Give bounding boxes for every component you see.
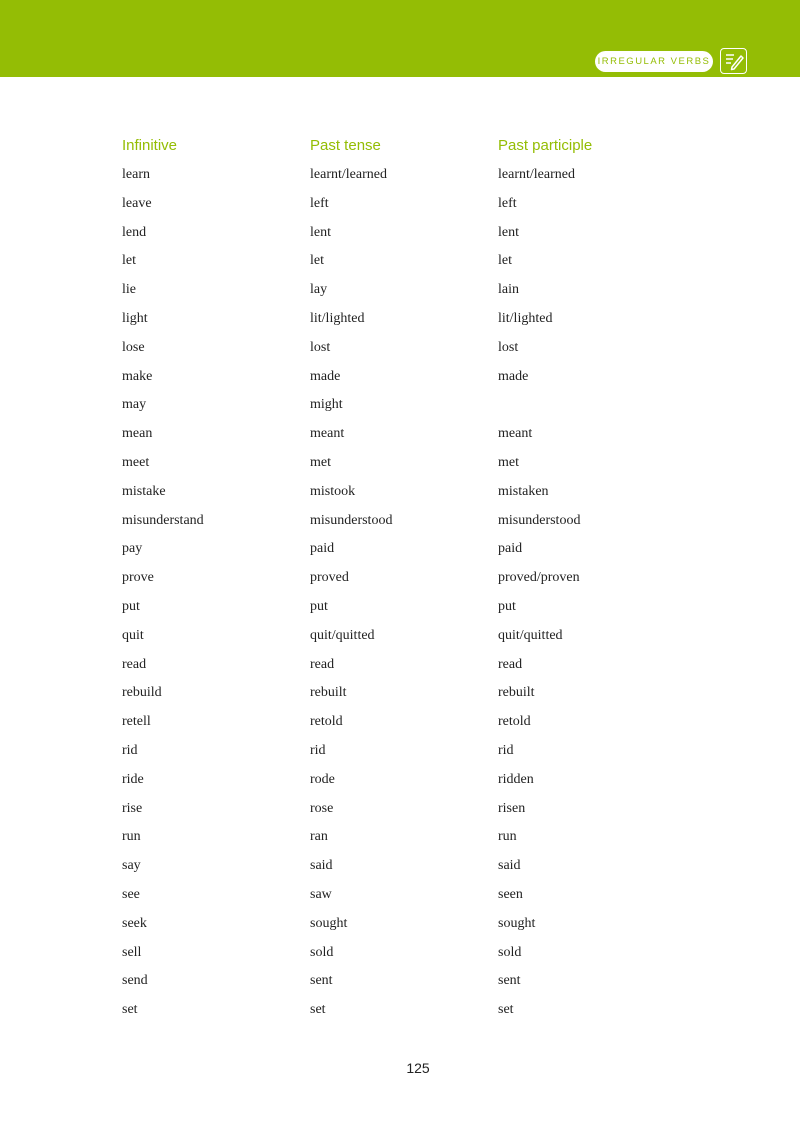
past-tense-cell: paid [310,541,335,557]
past-tense-cell: put [310,598,328,614]
past-participle-cell: ridden [498,771,534,787]
table-row [122,939,682,968]
past-tense-cell: lay [310,282,328,298]
infinitive-cell: make [122,368,153,384]
past-tense-cell: said [310,858,333,874]
table-row [122,449,682,478]
table-row [122,507,682,536]
table-row [122,564,682,593]
past-tense-cell: sold [310,944,334,960]
edit-note-icon [720,48,747,74]
infinitive-cell: lend [122,224,147,240]
past-tense-cell: rose [310,800,334,816]
past-participle-cell: proved/proven [498,570,580,586]
past-tense-cell: mistook [310,483,356,499]
infinitive-cell: rid [122,742,138,758]
past-participle-cell: lit/lighted [498,310,553,326]
table-row [122,363,682,392]
past-participle-cell: sought [498,915,536,931]
table-row [122,420,682,449]
table-header [122,137,682,161]
past-tense-cell: lent [310,224,331,240]
past-tense-cell: left [310,195,329,211]
infinitive-cell: sell [122,944,142,960]
past-tense-cell: let [310,253,324,269]
infinitive-cell: set [122,1002,138,1018]
past-participle-cell: let [498,253,512,269]
irregular-verbs-table [122,137,682,1025]
infinitive-cell: say [122,858,141,874]
table-row [122,967,682,996]
past-participle-cell: learnt/learned [498,167,575,182]
past-tense-cell: proved [310,570,349,586]
table-row [122,535,682,564]
past-tense-cell: rid [310,742,326,758]
table-row [122,996,682,1025]
past-participle-cell: left [498,195,517,211]
infinitive-cell: prove [122,570,154,586]
infinitive-cell: read [122,656,147,672]
past-participle-cell: risen [498,800,526,816]
table-row [122,478,682,507]
table-row [122,852,682,881]
past-tense-cell: lit/lighted [310,310,365,326]
infinitive-cell: run [122,829,141,845]
infinitive-cell: mean [122,426,153,442]
section-label: IRREGULAR VERBS [595,51,713,72]
infinitive-cell: quit [122,627,144,643]
past-tense-cell: might [310,397,343,413]
past-tense-cell: ran [310,829,328,845]
past-tense-cell: sought [310,915,348,931]
column-header-past-participle: Past participle [498,137,593,154]
past-tense-cell: learnt/learned [310,167,387,182]
table-row [122,622,682,651]
past-tense-cell: sent [310,973,333,989]
infinitive-cell: send [122,973,148,989]
past-tense-cell: meant [310,426,345,442]
past-participle-cell: meant [498,426,533,442]
infinitive-cell: see [122,886,140,902]
table-row [122,737,682,766]
page-number: 125 [406,1060,430,1076]
infinitive-cell: lie [122,282,136,298]
table-row [122,276,682,305]
past-tense-cell: read [310,656,335,672]
table-row [122,219,682,248]
past-participle-cell: run [498,829,517,845]
table-row [122,190,682,219]
past-participle-cell: seen [498,886,523,902]
infinitive-cell: retell [122,714,151,730]
table-row [122,305,682,334]
table-row [122,910,682,939]
past-tense-cell: misunderstood [310,512,393,528]
infinitive-cell: let [122,253,136,269]
past-participle-cell: lent [498,224,519,240]
table-row [122,708,682,737]
infinitive-cell: pay [122,541,143,557]
infinitive-cell: mistake [122,483,166,499]
table-row [122,823,682,852]
past-participle-cell: quit/quitted [498,627,563,643]
past-participle-cell: retold [498,714,531,730]
past-participle-cell: lost [498,339,519,355]
table-row [122,247,682,276]
infinitive-cell: light [122,310,148,326]
past-participle-cell: misunderstood [498,512,581,528]
table-row [122,391,682,420]
past-participle-cell: paid [498,541,523,557]
table-row [122,334,682,363]
past-participle-cell: sold [498,944,522,960]
past-tense-cell: retold [310,714,343,730]
past-participle-cell: rid [498,742,514,758]
past-participle-cell: put [498,598,516,614]
infinitive-cell: may [122,397,147,413]
past-tense-cell: made [310,368,341,384]
past-tense-cell: rebuilt [310,685,347,701]
past-participle-cell: met [498,454,519,470]
infinitive-cell: rebuild [122,685,162,701]
past-participle-cell: made [498,368,529,384]
past-tense-cell: met [310,454,331,470]
table-row [122,161,682,190]
column-header-past-tense: Past tense [310,137,381,154]
column-header-infinitive: Infinitive [122,137,178,154]
past-tense-cell: quit/quitted [310,627,375,643]
table-row [122,881,682,910]
table-row [122,679,682,708]
past-participle-cell: read [498,656,523,672]
past-tense-cell: set [310,1002,326,1018]
past-participle-cell: lain [498,282,519,298]
table-row [122,795,682,824]
past-participle-cell: sent [498,973,521,989]
past-tense-cell: lost [310,339,331,355]
past-participle-cell: said [498,858,521,874]
past-participle-cell: rebuilt [498,685,535,701]
table-row [122,593,682,622]
infinitive-cell: leave [122,195,152,211]
past-participle-cell: set [498,1002,514,1018]
infinitive-cell: meet [122,454,150,470]
infinitive-cell: misunderstand [122,512,204,528]
past-participle-cell: mistaken [498,483,549,499]
infinitive-cell: put [122,598,140,614]
infinitive-cell: lose [122,339,145,355]
infinitive-cell: ride [122,771,144,787]
infinitive-cell: seek [122,915,147,931]
infinitive-cell: rise [122,800,143,816]
infinitive-cell: learn [122,167,150,182]
table-row [122,766,682,795]
past-tense-cell: rode [310,771,335,787]
past-tense-cell: saw [310,886,332,902]
table-row [122,651,682,680]
